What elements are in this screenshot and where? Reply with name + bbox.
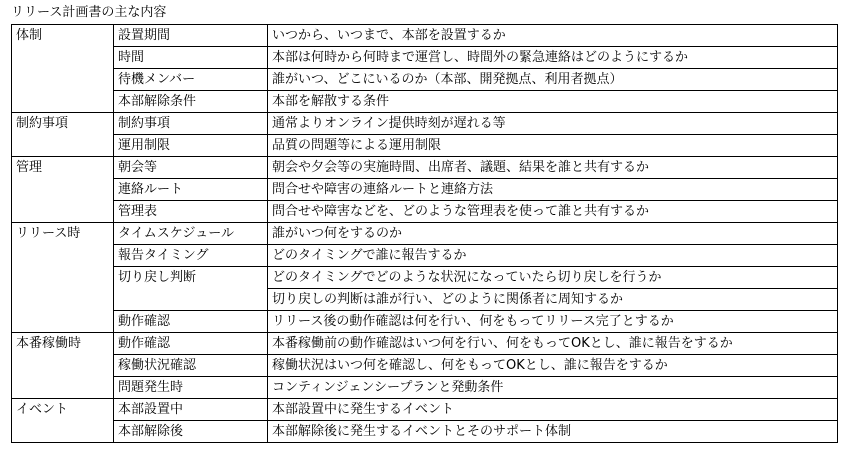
item-cell (114, 289, 268, 311)
item-cell: 稼働状況確認 (114, 355, 268, 377)
table-row (12, 179, 838, 201)
category-cell (12, 135, 114, 157)
release-plan-table (11, 24, 838, 443)
item-cell: 朝会等 (114, 157, 268, 179)
description-cell: 誰がいつ、どこにいるのか（本部、開発拠点、利用者拠点） (268, 69, 838, 91)
description-cell: 誰がいつ何をするのか (268, 223, 838, 245)
category-cell (12, 201, 114, 223)
table-row (12, 355, 838, 377)
item-cell: 本部解除後 (114, 421, 268, 443)
category-cell: 体制 (12, 25, 114, 47)
category-cell: 制約事項 (12, 113, 114, 135)
item-cell: 動作確認 (114, 311, 268, 333)
table-row (12, 267, 838, 289)
table-row (12, 333, 838, 355)
item-cell: 設置期間 (114, 25, 268, 47)
category-cell (12, 289, 114, 311)
table-row (12, 47, 838, 69)
table-row (12, 245, 838, 267)
description-cell: リリース後の動作確認は何を行い、何をもってリリース完了とするか (268, 311, 838, 333)
category-cell (12, 91, 114, 113)
table-row (12, 201, 838, 223)
description-cell: 本部を解散する条件 (268, 91, 838, 113)
category-cell (12, 421, 114, 443)
table-row (12, 25, 838, 47)
item-cell: 報告タイミング (114, 245, 268, 267)
category-cell (12, 267, 114, 289)
table-row (12, 421, 838, 443)
category-cell (12, 377, 114, 399)
item-cell: 制約事項 (114, 113, 268, 135)
category-cell: 管理 (12, 157, 114, 179)
item-cell: 切り戻し判断 (114, 267, 268, 289)
item-cell: 動作確認 (114, 333, 268, 355)
table-row (12, 135, 838, 157)
description-cell: どのタイミングでどのような状況になっていたら切り戻しを行うか (268, 267, 838, 289)
item-cell: 時間 (114, 47, 268, 69)
category-cell: 本番稼働時 (12, 333, 114, 355)
category-cell (12, 69, 114, 91)
description-cell: 本部設置中に発生するイベント (268, 399, 838, 421)
item-cell: 本部設置中 (114, 399, 268, 421)
category-cell (12, 47, 114, 69)
category-cell (12, 245, 114, 267)
table-row (12, 69, 838, 91)
description-cell: 問合せや障害の連絡ルートと連絡方法 (268, 179, 838, 201)
item-cell: タイムスケジュール (114, 223, 268, 245)
table-row (12, 399, 838, 421)
table-row (12, 377, 838, 399)
category-cell (12, 355, 114, 377)
description-cell: 本部は何時から何時まで運営し、時間外の緊急連絡はどのようにするか (268, 47, 838, 69)
item-cell: 運用制限 (114, 135, 268, 157)
description-cell: 問合せや障害などを、どのような管理表を使って誰と共有するか (268, 201, 838, 223)
description-cell: 切り戻しの判断は誰が行い、どのように関係者に周知するか (268, 289, 838, 311)
table-row (12, 223, 838, 245)
item-cell: 待機メンバー (114, 69, 268, 91)
table-row (12, 157, 838, 179)
category-cell (12, 179, 114, 201)
description-cell: いつから、いつまで、本部を設置するか (268, 25, 838, 47)
description-cell: 本番稼働前の動作確認はいつ何を行い、何をもってOKとし、誰に報告をするか (268, 333, 838, 355)
item-cell: 本部解除条件 (114, 91, 268, 113)
document-title: リリース計画書の主な内容 (11, 5, 167, 20)
item-cell: 管理表 (114, 201, 268, 223)
description-cell: 稼働状況はいつ何を確認し、何をもってOKとし、誰に報告をするか (268, 355, 838, 377)
description-cell: どのタイミングで誰に報告するか (268, 245, 838, 267)
description-cell: コンティンジェンシープランと発動条件 (268, 377, 838, 399)
table-row (12, 289, 838, 311)
table-row (12, 91, 838, 113)
description-cell: 通常よりオンライン提供時刻が遅れる等 (268, 113, 838, 135)
category-cell: リリース時 (12, 223, 114, 245)
item-cell: 連絡ルート (114, 179, 268, 201)
description-cell: 品質の問題等による運用制限 (268, 135, 838, 157)
description-cell: 朝会や夕会等の実施時間、出席者、議題、結果を誰と共有するか (268, 157, 838, 179)
description-cell: 本部解除後に発生するイベントとそのサポート体制 (268, 421, 838, 443)
category-cell: イベント (12, 399, 114, 421)
table-row (12, 113, 838, 135)
table-row (12, 311, 838, 333)
category-cell (12, 311, 114, 333)
item-cell: 問題発生時 (114, 377, 268, 399)
